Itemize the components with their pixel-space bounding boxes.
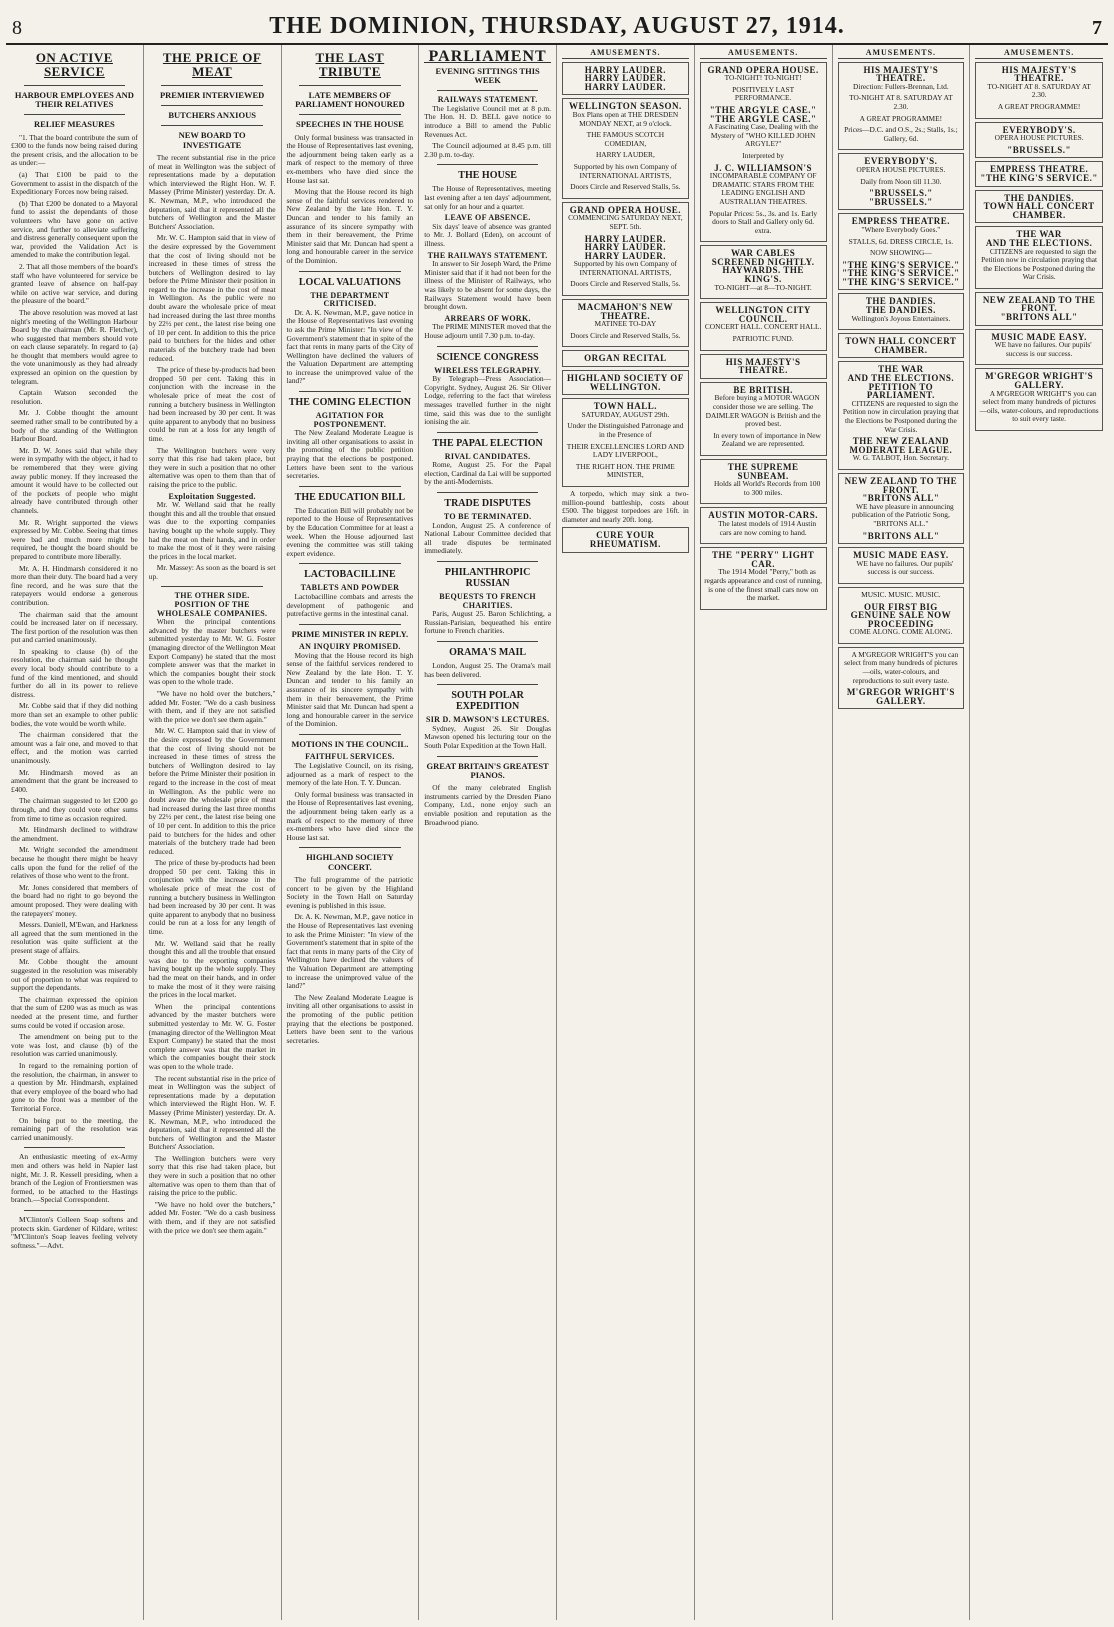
- column-5: [557, 45, 695, 1620]
- ad-text: CONCERT HALL. CONCERT HALL.: [704, 322, 822, 332]
- column-1: [6, 45, 144, 1620]
- paragraph: The recent substantial rise in the price of meat in Wellington was the subject of representations made by a deputation which interviewed the Right Hon. W. F. Massey (Prime Minister) yesterday. Dr. A. K. Newman, M.P., who introduced the deputation, said that it represented all the butchers of Wellington and the Master Butchers' Association.: [148, 152, 276, 231]
- ad-text: WE have no failures. Our pupils' success is our success.: [994, 340, 1092, 358]
- article-subhead: PREMIER INTERVIEWED: [159, 89, 265, 100]
- ad-title: "THE KING'S SERVICE.": [842, 268, 960, 279]
- section-subhead: FAITHFUL SERVICES.: [305, 752, 395, 762]
- advertisement: [975, 329, 1103, 366]
- advertisement: [838, 62, 965, 151]
- section-headline: THE HOUSE: [458, 170, 517, 182]
- ad-text: PATRIOTIC FUND.: [732, 334, 794, 344]
- ad-title: THE DANDIES.: [1004, 192, 1075, 203]
- ad-title: M'GREGOR WRIGHT'S GALLERY.: [846, 687, 955, 706]
- advertisement: [700, 547, 827, 610]
- advertisement: [562, 527, 689, 552]
- ad-text: A GREAT PROGRAMME!: [997, 101, 1081, 111]
- paragraph: Mr. A. H. Hindmarsh considered it no more than their duty. The board had a very fine record, and he was sure that the ratepayers would endorse a generous contribution.: [11, 563, 138, 607]
- advertisement: [838, 647, 965, 710]
- ad-title: OUR FIRST BIG GENUINE SALE NOW PROCEEDING: [850, 601, 952, 629]
- ad-text: OPERA HOUSE PICTURES.: [994, 133, 1084, 143]
- ad-text: OPERA HOUSE PICTURES.: [856, 164, 946, 174]
- ad-title: THE WAR: [1016, 229, 1062, 240]
- section-subhead: WIRELESS TELEGRAPHY.: [434, 365, 542, 375]
- ad-title: HARRY LAUDER.: [584, 242, 667, 253]
- ad-text: Interpreted by: [742, 150, 784, 160]
- ad-title: TOWN HALL CONCERT CHAMBER.: [845, 336, 957, 355]
- paragraph: The price of these by-products had been dropped 50 per cent. Taking this in conjunction with the increase in the wholesale price of meat the cost of running a butchery business in Wellington had been increased by 30 per cent. It was quite apparent to anybody that no business could be run at a loss for any length of time.: [148, 858, 276, 937]
- ad-title: AUSTIN MOTOR-CARS.: [708, 510, 819, 521]
- column-4: [419, 45, 557, 1620]
- ad-text: HARRY LAUDER,: [595, 150, 655, 160]
- columns: [6, 45, 1108, 1620]
- paragraph: The chairman expressed the opinion that the sum of £200 was as much as was needed at the present time, and further sums could be voted if occasion arose.: [11, 994, 138, 1030]
- ad-text: Doors Circle and Reserved Stalls, 5s.: [570, 279, 681, 289]
- ad-text: COME ALONG. COME ALONG.: [849, 627, 953, 637]
- paragraph: Six days' leave of absence was granted to Mr. J. Bollard (Eden), on account of illness.: [424, 221, 551, 248]
- ad-text: COMMENCING SATURDAY NEXT, SEPT. 5th.: [568, 213, 683, 231]
- ad-title: TOWN HALL CONCERT CHAMBER.: [983, 201, 1095, 220]
- paragraph: Dr. A. K. Newman, M.P., gave notice in the House of Representatives last evening to ask the Prime Minister: "In view of the Government's statement that in spite of the fact that rents in many parts of the City of Wellington have declined the valuers of the Valuation Department are attempting to increase the unimproved value of the land?": [286, 307, 414, 386]
- ad-text: MATINEE TO-DAY: [594, 319, 657, 329]
- ad-title: HIS MAJESTY'S THEATRE.: [863, 64, 939, 84]
- ad-title: HARRY LAUDER.: [584, 73, 667, 84]
- advertisement: [562, 202, 689, 296]
- section-subhead: RAILWAYS STATEMENT.: [437, 95, 538, 105]
- ad-title: "THE KING'S SERVICE.": [980, 172, 1098, 183]
- masthead: [6, 0, 1108, 45]
- advertisement: [562, 62, 689, 96]
- section-headline: THE COMING ELECTION: [288, 397, 411, 409]
- ad-text: A Fascinating Case, Dealing with the Mystery of "WHO KILLED JOHN ARGYLE?": [708, 122, 819, 149]
- paragraph: The House of Representatives, meeting last evening after a ten days' adjournment, sat only for an hour and a quarter.: [424, 184, 551, 211]
- ad-text: "Where Everybody Goes.": [861, 224, 941, 234]
- ad-title: HARRY LAUDER.: [584, 250, 667, 261]
- advertisement: [562, 350, 689, 367]
- advertisement: [562, 98, 689, 198]
- paragraph: Mr. Wright seconded the amendment because he thought there might be heavy calls upon the fund for the relief of the relatives of those who went to the front.: [11, 845, 138, 881]
- ad-text: CITIZENS are requested to sign the Petition now in circulation praying that the Elections be Postponed during the War Crisis.: [842, 398, 959, 434]
- ad-title: WELLINGTON CITY COUNCIL.: [715, 305, 811, 324]
- advertisement: [700, 62, 827, 243]
- advertisement: [975, 122, 1103, 159]
- ad-text: POSITIVELY LAST PERFORMANCE.: [732, 84, 795, 103]
- paragraph: When the principal contentions advanced by the master butchers were submitted yesterday to Mr. W. G. Foster (managing director of the Wellington Meat Export Company) he stated that the most complete answer was that the market in which the companies bought their stock was open to the whole trade.: [148, 1001, 276, 1071]
- ad-text: WE have pleasure in announcing publication of the Patriotic Song, "BRITONS ALL.": [851, 501, 954, 528]
- section-headline: GREAT BRITAIN'S GREATEST PIANOS.: [426, 760, 549, 780]
- ad-title: "THE ARGYLE CASE.": [709, 104, 817, 115]
- ad-text: The latest models of 1914 Austin cars are now coming to hand.: [718, 518, 817, 537]
- section-subhead: AN INQUIRY PROMISED.: [299, 642, 401, 652]
- paragraph: The chairman said that the amount could be increased later on if necessary. The first portion of the resolution was then put and carried unanimously.: [11, 609, 138, 645]
- advertisement: [838, 473, 965, 544]
- ad-text: TO-NIGHT—at 8—TO-NIGHT.: [714, 282, 812, 292]
- ad-text: Doors Circle and Reserved Stalls, 5s.: [570, 330, 681, 340]
- advertisement: [700, 302, 827, 350]
- ad-text: STALLS, 6d. DRESS CIRCLE, 1s.: [848, 236, 954, 246]
- ad-title: THE DANDIES.: [865, 305, 936, 316]
- paragraph: Mr. Hindmarsh declined to withdraw the amendment.: [11, 825, 138, 843]
- ad-text: Under the Distinguished Patronage and in the Presence of: [567, 421, 684, 439]
- masthead-title: THE DOMINION, THURSDAY, AUGUST 27, 1914.: [269, 13, 845, 39]
- section-headline: LACTOBACILLINE: [304, 569, 396, 581]
- paragraph: Mr. R. Wright supported the views expressed by Mr. Cobbe. Seeing that times were bad and much more might be required, he thought the board should be prepared to contribute more liberally.: [11, 517, 138, 561]
- article-subhead: EVENING SITTINGS THIS WEEK: [435, 65, 540, 85]
- ad-title: "BRUSSELS.": [868, 188, 933, 199]
- section-headline: PHILANTHROPIC RUSSIAN: [444, 567, 531, 590]
- column-label: AMUSEMENTS.: [838, 49, 965, 59]
- ad-text: Wellington's Joyous Entertainers.: [851, 313, 951, 323]
- ad-title: "THE KING'S SERVICE.": [842, 259, 960, 270]
- ad-text: Popular Prices: 5s., 3s. and 1s. Early doors to Stall and Gallery only 6d. extra.: [709, 208, 818, 235]
- paragraph: The chairman considered that the amount was a fair one, and moved to that effect, and the motion was carried unanimously.: [11, 730, 138, 765]
- ad-text: THE RIGHT HON. THE PRIME MINISTER,: [575, 461, 675, 480]
- advertisement: [975, 226, 1103, 289]
- paragraph: The Wellington butchers were very sorry that this rise had taken place, but they were in such a position that no other alternative was open to them than that of raising the price to the public.: [148, 445, 276, 489]
- advertisement: [975, 292, 1103, 326]
- paragraph: Mr. W. C. Hampton said that in view of the desire expressed by the Government that the cost of living should not be increased in these times of stress the butchers of Wellington desired to lay before the Prime Minister their position in regard to the increase in the cost of meat in Wellington. As the public were no doubt aware the wholesale price of meat had increased during the last three months by 22½ per cent., the latest rise being one of 10 per cent. In addition to this the price paid to butchers for the hides and other materials of the butchery trade had been reduced.: [148, 726, 276, 856]
- advertisement: [838, 333, 965, 358]
- paragraph: Sydney, August 26. Sir Douglas Mawson opened his lecturing tour on the South Polar Expedition at the Town Hall.: [424, 723, 551, 750]
- section-headline: PRIME MINISTER IN REPLY.: [291, 628, 409, 639]
- ad-title: EMPRESS THEATRE.: [851, 216, 950, 227]
- article-subhead: BUTCHERS ANXIOUS: [168, 109, 256, 120]
- paragraph: Rome, August 25. For the Papal election, Cardinal da Lai will be supported by the anti-Modernists.: [424, 460, 551, 487]
- paragraph: Messrs. Daniell, M'Ewan, and Harkness all agreed that the sum mentioned in the resolution was quite sufficient at the present stage of affairs.: [11, 920, 138, 955]
- article-subhead: RELIEF MEASURES: [34, 119, 115, 130]
- paragraph: In answer to Sir Joseph Ward, the Prime Minister said that if it had not been for the illness of the Minister of Railways, who was likely to be absent for some days, the Railways Statement would have been brought down.: [424, 259, 551, 312]
- paragraph: Mr. Cobbe thought the amount suggested in the resolution was miserably out of proportion to what was required to support the dependants.: [11, 957, 138, 993]
- ad-title: NEW ZEALAND TO THE FRONT.: [844, 475, 958, 495]
- ad-title: EMPRESS THEATRE.: [990, 164, 1089, 175]
- column-label: AMUSEMENTS.: [700, 49, 827, 59]
- paragraph: Mr. W. C. Hampton said that in view of the desire expressed by the Government that the cost of living should not be increased in these times of stress the butchers of Wellington desired to lay before the Prime Minister their position in regard to the increase in the cost of meat in Wellington. As the public were no doubt aware the wholesale price of meat had increased during the last three months by 22½ per cent., the latest rise being one of 10 per cent. In addition to this the price paid to butchers for the hides and other materials of the butchery trade had been reduced.: [148, 233, 276, 363]
- section-headline: LOCAL VALUATIONS: [298, 276, 401, 288]
- paragraph: The full programme of the patriotic concert to be given by the Highland Society in the Town Hall on Saturday evening is published in this issue.: [286, 875, 414, 910]
- ad-text: MUSIC. MUSIC. MUSIC.: [861, 589, 941, 599]
- advertisement: [838, 153, 965, 210]
- ad-title: THE NEW ZEALAND MODERATE LEAGUE.: [849, 436, 953, 455]
- ad-title: EVERYBODY'S.: [864, 156, 938, 167]
- ad-title: AND THE ELECTIONS.: [847, 373, 955, 384]
- ad-title: "BRITONS ALL": [1000, 312, 1078, 323]
- ad-text: WE have no failures. Our pupils' success is our success.: [856, 558, 954, 577]
- paragraph: Mr. Massey: As soon as the board is set up.: [148, 563, 276, 581]
- paragraph: Lactobacilline combats and arrests the development of pathogenic and putrefactive germs in the intestinal canal.: [286, 591, 414, 619]
- advertisement: [562, 370, 689, 395]
- ad-title: "THE KING'S SERVICE.": [842, 276, 960, 287]
- paragraph: Of the many celebrated English instruments carried by the Dresden Piano Company, Ltd., none enjoy such an enviable position and reputation as the Broadwood piano.: [424, 783, 551, 827]
- paragraph: Mr. W. Welland said that he really thought this and all the trouble that ensued was due to the exporting companies having bought up the whole supply. They had the meat on their hands, and in order to make the most of it they were raising the prices in the local market.: [148, 500, 276, 561]
- section-subhead: AGITATION FOR POSTPONEMENT.: [313, 411, 387, 429]
- section-headline: SCIENCE CONGRESS: [436, 351, 539, 363]
- advertisement: [838, 213, 965, 290]
- ad-title: "BRITONS ALL": [862, 530, 940, 541]
- article-subhead: HARBOUR EMPLOYEES AND THEIR RELATIVES: [14, 89, 134, 109]
- paragraph: 2. That all those members of the board's staff who have volunteered for service be granted leave of absence on half-pay while on active war service, and during the pleasure of the board.": [11, 261, 138, 306]
- paragraph: London, August 25. The Orama's mail has been delivered.: [424, 661, 551, 679]
- ad-text: Prices—D.C. and O.S., 2s.; Stalls, 1s.; Gallery, 6d.: [844, 125, 958, 143]
- ad-title: MUSIC MADE EASY.: [991, 331, 1087, 342]
- ad-text: A M'GREGOR WRIGHT'S you can select from many hundreds of pictures—oils, water-colours, and reproductions to suit every taste.: [844, 649, 959, 685]
- section-headline: THE PAPAL ELECTION: [432, 437, 543, 449]
- section-subhead: TABLETS AND POWDER: [300, 583, 400, 593]
- section-subhead: BEQUESTS TO FRENCH CHARITIES.: [439, 592, 536, 610]
- ad-text: Daily from Noon till 11.30.: [860, 176, 942, 186]
- ad-text: Doors Circle and Reserved Stalls, 5s.: [570, 182, 681, 192]
- section-subhead: LEAVE OF ABSENCE.: [444, 213, 531, 223]
- paragraph: A torpedo, which may sink a two-million-pound battleship, costs about £500. The biggest torpedoes are 16ft. in diameter and nearly 20ft. long.: [562, 488, 689, 524]
- paragraph: The New Zealand Moderate League is inviting all other organisations to assist in the promoting of the public petition praying that the elections be postponed. Letters have been sent to the various secretaries.: [286, 992, 414, 1045]
- ad-text: Direction: Fullers-Brennan, Ltd.: [853, 81, 949, 91]
- ad-title: THE SUPREME SUNBEAM.: [727, 461, 799, 481]
- advertisement: [975, 62, 1103, 119]
- ad-text: NOW SHOWING—: [870, 248, 932, 258]
- paragraph: An enthusiastic meeting of ex-Army men and others was held in Napier last night, Mr. J. R. Kessell presiding, when a branch of the Legion of Frontiersmen was formed, to be attached to the Hastings branch.—Special Correspondent.: [11, 1152, 138, 1205]
- column-2: [144, 45, 282, 1620]
- ad-title: ORGAN RECITAL: [584, 353, 667, 364]
- section-headline: TRADE DISPUTES: [444, 498, 531, 510]
- paragraph: The chairman suggested to let £200 go through, and they could vote other sums from time to time as occasion required.: [11, 796, 138, 823]
- ad-text: A M'GREGOR WRIGHT'S you can select from many hundreds of pictures—oils, water-colours, and reproductions to suit every taste.: [979, 388, 1099, 424]
- ad-title: WAR CABLES SCREENED NIGHTLY.: [711, 248, 815, 267]
- paragraph: By Telegraph—Press Association—Copyright. Sydney, August 26. Sir Oliver Lodge, referring to the fact that wireless messages travelled further in the night time, said this was due to the sunlight ionising the air.: [424, 374, 551, 427]
- ad-title: PETITION TO PARLIAMENT.: [866, 381, 935, 401]
- ad-text: Before buying a MOTOR WAGON consider those we are selling. The DAIMLER WAGON is British and the proved best.: [705, 393, 821, 429]
- section-subhead: SIR D. MAWSON'S LECTURES.: [425, 715, 550, 725]
- advertisement: [700, 245, 827, 299]
- paragraph: Mr. Hindmarsh moved as an amendment that the grant be increased to £400.: [11, 767, 138, 794]
- section-headline: ORAMA'S MAIL: [449, 647, 527, 658]
- paragraph: When the principal contentions advanced by the master butchers were submitted yesterday to Mr. W. G. Foster (managing director of the Wellington Meat Export Company) he stated that the most complete answer was that the market in which the companies bought their stock was open to the whole trade.: [148, 617, 276, 687]
- paragraph: (b) That £200 be donated to a Mayoral fund to assist the dependants of those volunteers who have gone on active service, and further to alleviate suffering and distress generally consequent upon the war, provided the Validation Act is amended to make the contribution legal.: [11, 198, 138, 260]
- masthead-left-mark: 8: [12, 17, 22, 39]
- advertisement: [562, 398, 689, 487]
- paragraph: The Education Bill will probably not be reported to the House of Representatives by the Education Committee for at least a week. When the House adjourned last evening the committee was still taking expert evidence.: [286, 505, 414, 558]
- ad-title: THE DANDIES.: [865, 296, 936, 307]
- column-6: [695, 45, 833, 1620]
- column-label: AMUSEMENTS.: [562, 49, 689, 59]
- ad-text: In every town of importance in New Zealand we are represented.: [713, 430, 821, 449]
- article-headline-active-service: ON ACTIVE SERVICE: [35, 50, 113, 80]
- ad-text: Supported by his own Company of INTERNATIONAL ARTISTS,: [573, 161, 677, 180]
- ad-title: BE BRITISH.: [733, 384, 793, 395]
- paragraph: London, August 25. A conference of National Labour Committee decided that all trade disputes be terminated immediately.: [424, 520, 551, 556]
- ad-text: Holds all World's Records from 100 to 300 miles.: [713, 479, 821, 497]
- ad-text: THEIR EXCELLENCIES LORD AND LADY LIVERPOOL,: [566, 441, 684, 460]
- advertisement: [700, 382, 827, 456]
- ad-title: THE WAR: [878, 364, 924, 375]
- ad-title: "BRITONS ALL": [862, 493, 940, 504]
- section-headline: SOUTH POLAR EXPEDITION: [451, 690, 524, 713]
- ad-title: GRAND OPERA HOUSE.: [707, 64, 819, 75]
- advertisement: [700, 354, 827, 379]
- section-subhead: POSITION OF THE WHOLESALE COMPANIES.: [156, 600, 268, 618]
- column-3: [282, 45, 420, 1620]
- ad-text: A GREAT PROGRAMME!: [859, 113, 943, 123]
- paragraph: The PRIME MINISTER moved that the House adjourn until 7.30 p.m. to-day.: [424, 322, 551, 340]
- ad-title: NEW ZEALAND TO THE FRONT.: [982, 294, 1096, 314]
- section-subhead: RIVAL CANDIDATES.: [444, 451, 531, 461]
- advertisement: [838, 547, 965, 584]
- ad-title: "BRUSSELS.": [868, 196, 933, 207]
- paragraph: Mr. Jones considered that members of the board had no right to go beyond the amount proposed. They were dealing with the ratepayers' money.: [11, 882, 138, 918]
- ad-text: TO-NIGHT AT 8. SATURDAY AT 2.30.: [849, 93, 953, 111]
- ad-title: "THE ARGYLE CASE.": [709, 113, 817, 124]
- ad-text: Box Plans open at THE DRESDEN MONDAY NEXT, at 9 o'clock.: [572, 109, 679, 128]
- paragraph: Moving that the House record its high sense of the faithful services rendered to New Zealand by the late Hon. T. Y. Duncan and tender to his family an assurance of its sincere sympathy with them in their bereavement, the Prime Minister said that Mr. Duncan had spent a long and honourable career in the service of the Dominion.: [286, 650, 414, 729]
- ad-text: TO-NIGHT AT 8. SATURDAY AT 2.30.: [987, 81, 1091, 100]
- paragraph: The Legislative Council met at 8 p.m. The Hon. H. D. BELL gave notice to introduce a Bill to amend the Public Revenues Act.: [424, 103, 551, 139]
- ad-title: EVERYBODY'S.: [1002, 124, 1076, 135]
- ad-title: TOWN HALL.: [593, 401, 658, 412]
- section-subhead: Exploitation Suggested.: [168, 491, 256, 501]
- section-subhead: THE DEPARTMENT CRITICISED.: [310, 290, 390, 309]
- ad-text: THE FAMOUS SCOTCH COMEDIAN,: [586, 130, 665, 148]
- paragraph: The New Zealand Moderate League is inviting all other organisations to assist in the promoting of the public petition praying that the elections be postponed. Letters have been sent to the various secretaries.: [286, 428, 414, 481]
- ad-title: HAYWARDS. THE KING'S.: [722, 265, 804, 285]
- paragraph: Mr. W. Welland said that he really thought this and all the trouble that ensued was due to the exporting companies having bought up the whole supply. They had the meat on their hands, and in order to make the most of it they were raising the prices in the local market.: [148, 938, 276, 1000]
- ad-title: AND THE ELECTIONS.: [985, 237, 1093, 248]
- paragraph: Only formal business was transacted in the House of Representatives last evening, the adjournment being taken early as a mark of respect to the memory of three ex-members who have died since the House last sat.: [286, 789, 414, 842]
- ad-text: Supported by his own Company of INTERNATIONAL ARTISTS,: [573, 259, 677, 277]
- paragraph: The Legislative Council, on its rising, adjourned as a mark of respect to the memory of the late Hon. T. Y. Duncan.: [286, 760, 414, 788]
- ad-text: W. G. TALBOT, Hon. Secretary.: [852, 453, 950, 463]
- ad-title: HIS MAJESTY'S THEATRE.: [1001, 64, 1077, 84]
- advertisement: [975, 368, 1103, 431]
- page-number: 7: [1091, 17, 1102, 39]
- paragraph: Mr. Cobbe said that if they did nothing more than set an example to other public bodies, the vote would be worth while.: [11, 701, 138, 728]
- ad-title: HIGHLAND SOCIETY OF WELLINGTON.: [567, 373, 684, 392]
- ad-title: THE "PERRY" LIGHT CAR.: [712, 550, 815, 569]
- article-headline-parliament: PARLIAMENT: [424, 53, 551, 63]
- advertisement: [838, 361, 965, 470]
- paragraph: On being put to the meeting, the remaining part of the resolution was carried unanimously.: [11, 1115, 138, 1142]
- column-7: [833, 45, 971, 1620]
- paragraph: Captain Watson seconded the resolution.: [11, 388, 138, 406]
- section-subhead: THE OTHER SIDE.: [174, 591, 250, 601]
- advertisement: [838, 293, 965, 330]
- paragraph: Paris, August 25. Baron Schlichting, a Russian-Parisian, bequeathed his entire fortune to French charities.: [424, 609, 551, 636]
- paragraph: Dr. A. K. Newman, M.P., gave notice in the House of Representatives last evening to ask the Prime Minister: "In view of the Government's statement that in spite of the fact that rents in many parts of the City of Wellington have declined the valuers of the Valuation Department are attempting to increase the unimproved value of the land?": [286, 912, 414, 991]
- paragraph: The above resolution was moved at last night's meeting of the Wellington Harbour Board by the chairman (Mr. R. Fletcher), who suggested that members should vote on each clause separately. In regard to (a) he thought that members would agree to the vote unanimously as they had already expressed an opinion on the question by telegram.: [11, 307, 138, 386]
- ad-title: HARRY LAUDER.: [584, 64, 667, 75]
- advertisement: [975, 190, 1103, 224]
- ad-title: HIS MAJESTY'S THEATRE.: [725, 356, 801, 376]
- section-subhead: ARREARS OF WORK.: [444, 313, 531, 323]
- section-headline: HIGHLAND SOCIETY CONCERT.: [306, 852, 394, 872]
- ad-title: CURE YOUR RHEUMATISM.: [589, 530, 661, 549]
- advertisement: [838, 587, 965, 644]
- paragraph: Moving that the House record its high sense of the faithful services rendered to New Zealand by the late Hon. T. Y. Duncan and tender to his family an assurance of its sincere sympathy with them in their bereavement, the Prime Minister said that Mr. Duncan had spent a long and honourable career in the service of the Dominion.: [286, 187, 414, 265]
- paragraph: Mr. J. Cobbe thought the amount seemed rather small to be contributed by a body of the standing of the Wellington Harbour Board.: [11, 408, 138, 444]
- ad-title: MACMAHON'S NEW THEATRE.: [577, 302, 673, 321]
- section-headline: THE EDUCATION BILL: [294, 491, 406, 503]
- section-subhead: THE RAILWAYS STATEMENT.: [427, 250, 548, 260]
- ad-text: TO-NIGHT! TO-NIGHT!: [724, 73, 802, 83]
- advertisement: [700, 459, 827, 504]
- paragraph: The Wellington butchers were very sorry that this rise had taken place, but they were in such a position that no other alternative was open to them than that of raising the price to the public.: [148, 1153, 276, 1198]
- article-subhead: LATE MEMBERS OF PARLIAMENT HONOURED: [295, 89, 405, 109]
- paragraph: The Council adjourned at 8.45 p.m. till 2.30 p.m. to-day.: [424, 141, 551, 159]
- advertisement: [700, 507, 827, 544]
- paragraph: (a) That £100 be paid to the Government to assist in the dispatch of the Expeditionary Forces now being raised.: [11, 170, 138, 197]
- paragraph: Only formal business was transacted in the House of Representatives last evening, the adjournment being taken early as a mark of respect to the memory of three ex-members who have died since the House last sat.: [286, 132, 414, 185]
- ad-title: J. C. WILLIAMSON'S: [714, 162, 813, 173]
- column-label: AMUSEMENTS.: [975, 49, 1103, 59]
- ad-title: HARRY LAUDER.: [584, 81, 667, 92]
- ad-text: The 1914 Model "Perry," both as regards appearance and cost of running, is one of the finest small cars now on the market.: [704, 567, 823, 603]
- ad-text: INCOMPARABLE COMPANY OF DRAMATIC STARS FROM THE LEADING ENGLISH AND AUSTRALIAN THEATRES.: [709, 171, 817, 206]
- section-headline: MOTIONS IN THE COUNCIL.: [291, 739, 409, 750]
- section-subhead: TO BE TERMINATED.: [443, 512, 532, 522]
- paragraph: "We have no hold over the butchers," added Mr. Foster. "We do a cash business with them, and if they are not satisfied with the price we don't see them again.": [148, 1199, 276, 1235]
- advertisement: [562, 299, 689, 347]
- article-subhead: SPEECHES IN THE HOUSE: [295, 119, 404, 130]
- ad-title: "BRUSSELS.": [1007, 144, 1072, 155]
- paragraph: In speaking to clause (b) of the resolution, the chairman said he thought every local body should contribute to a fund of the kind mentioned, and should further do all in its power to relieve distress.: [11, 646, 138, 699]
- advertisement-snippet: M'Clinton's Colleen Soap softens and protects skin. Gardener of Kildare, writes: "M'Clinton's Soap leaves feeling velvety softness."—Advt.: [11, 1214, 138, 1250]
- paragraph: "We have no hold over the butchers," added Mr. Foster. "We do a cash business with them, and if they are not satisfied with the price we don't see them again.": [148, 689, 276, 724]
- article-headline-last-tribute: THE LAST TRIBUTE: [315, 50, 385, 80]
- paragraph: "1. That the board contribute the sum of £300 to the funds now being raised during the present crisis, and the allocation to be as under:—: [11, 132, 138, 168]
- article-headline-price-of-meat: THE PRICE OF MEAT: [162, 50, 262, 80]
- column-8: [970, 45, 1108, 1620]
- paragraph: The price of these by-products had been dropped 50 per cent. Taking this in conjunction with the increase in the wholesale price of meat the cost of running a butchery business in Wellington had been increased by 30 per cent. It was quite apparent to anybody that no business could be run at a loss for any length of time.: [148, 365, 276, 443]
- ad-title: M'GREGOR WRIGHT'S GALLERY.: [985, 371, 1094, 391]
- ad-text: SATURDAY, AUGUST 29th.: [581, 409, 670, 419]
- paragraph: The recent substantial rise in the price of meat in Wellington was the subject of representations made by a deputation which interviewed the Right Hon. W. F. Massey (Prime Minister) yesterday. Dr. A. K. Newman, M.P., who introduced the deputation, said that it represented all the butchers of Wellington and the Master Butchers' Association.: [148, 1073, 276, 1152]
- paragraph: The amendment on being put to the vote was lost, and clause (b) of the resolution was carried unanimously.: [11, 1032, 138, 1059]
- ad-title: GRAND OPERA HOUSE.: [569, 204, 681, 215]
- ad-title: WELLINGTON SEASON.: [568, 101, 682, 112]
- paragraph: In regard to the remaining portion of the resolution, the chairman, in answer to a question by Mr. Hindmarsh, explained that every employee of the board who had gone to the front was a member of the Territorial Force.: [11, 1061, 138, 1113]
- paragraph: Mr. D. W. Jones said that while they were in sympathy with the object, it had to be remembered that they were giving away public money. If they increased the amount it would have to be collected out of the pockets of people who might already have contributed through other channels.: [11, 445, 138, 515]
- article-body: [11, 134, 138, 1251]
- article-subhead: NEW BOARD TO INVESTIGATE: [178, 130, 246, 150]
- ad-text: CITIZENS are requested to sign the Petition now in circulation praying that the Elections be Postponed during the War Crisis.: [981, 246, 1098, 282]
- advertisement: [975, 161, 1103, 186]
- ad-title: HARRY LAUDER.: [584, 233, 667, 244]
- ad-title: MUSIC MADE EASY.: [853, 550, 949, 561]
